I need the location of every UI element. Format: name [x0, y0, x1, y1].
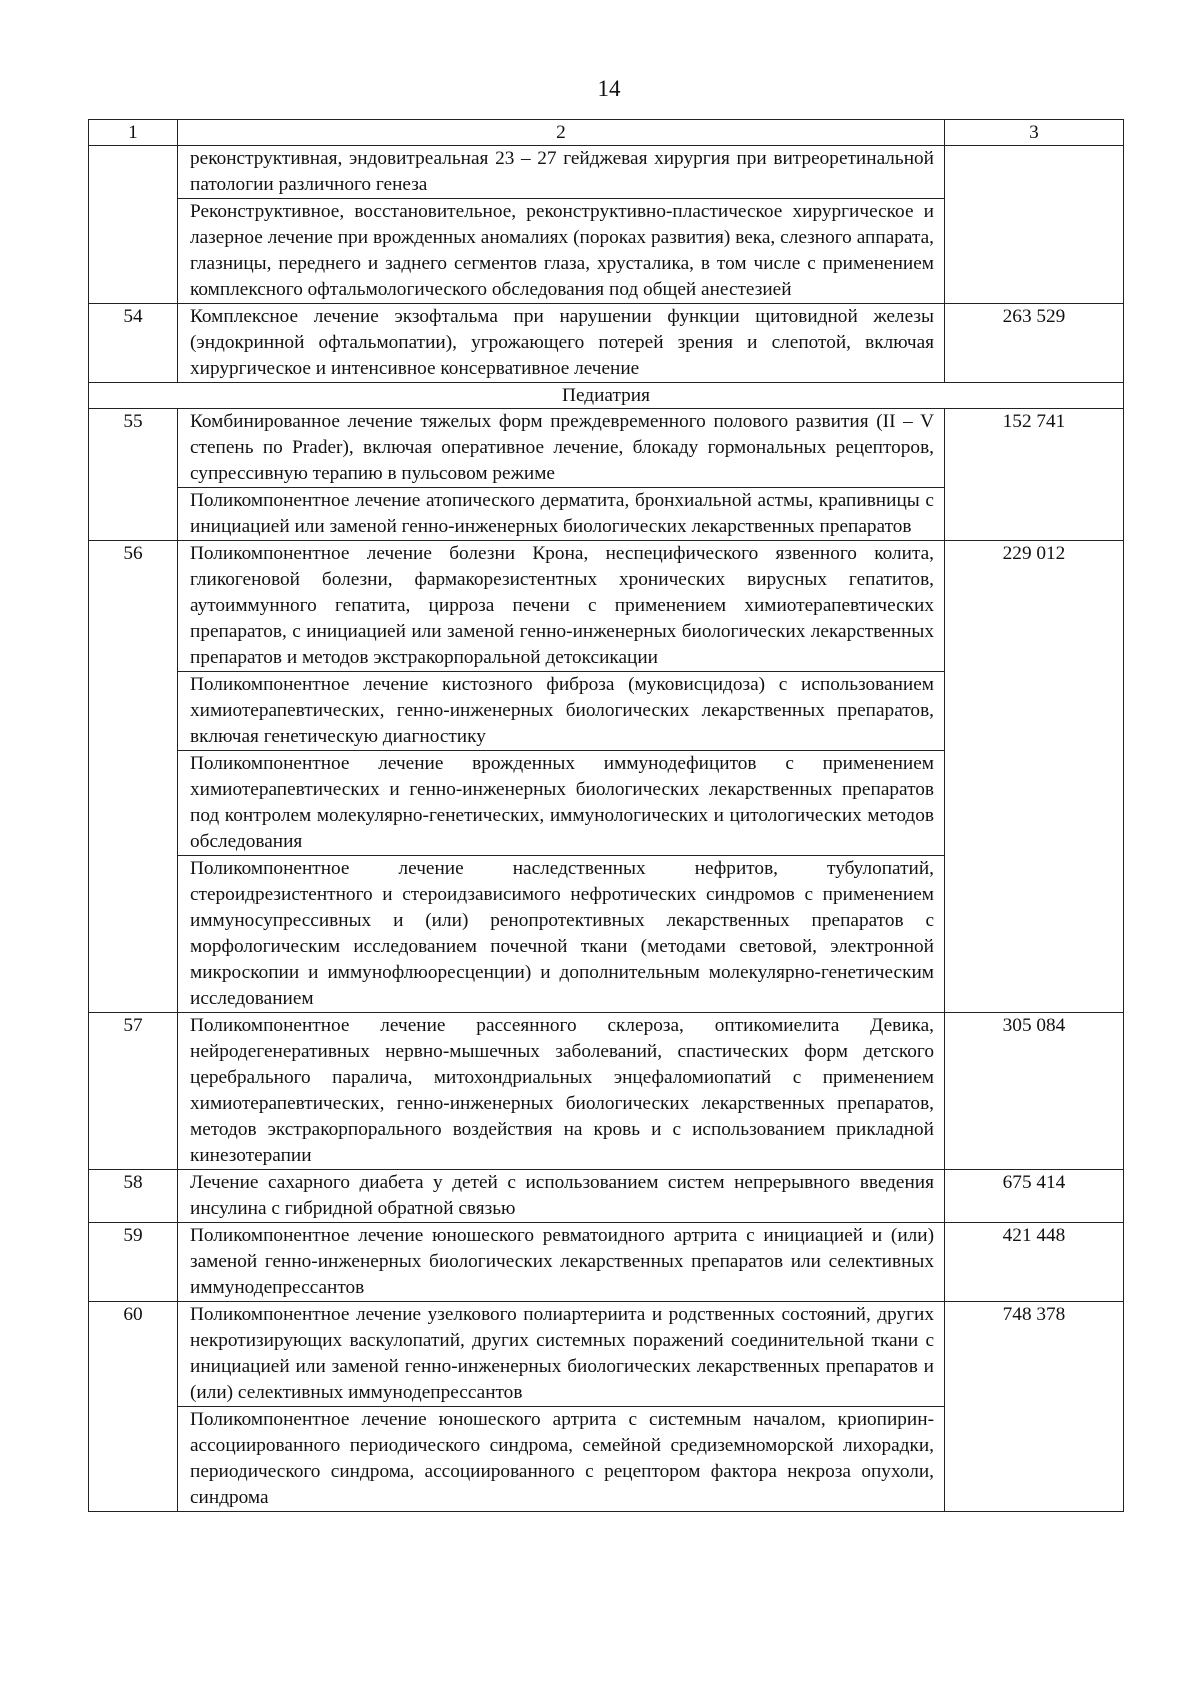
row-price: 748 378: [1002, 1304, 1066, 1325]
treatment-description: Реконструктивное, восстановительное, реконструктивно-пластическое хирургическое и лазерное лечение при врожденных аномалиях (пороках развития) века, слезного аппарата, глазницы, переднего и заднего сегментов глаза, хрусталика, в том числе с применением комплексного офтальмологического обследования под общей анестезией: [178, 198, 944, 303]
row-number: 54: [123, 306, 143, 327]
treatment-description: Поликомпонентное лечение рассеянного склероза, оптикомиелита Девика, нейродегенеративных нервно-мышечных заболеваний, спастических форм детского церебрального паралича, митохондриальных энцефаломиопатий с применением химиотерапевтических, генно-инженерных биологических лекарственных препаратов, методов экстракорпорального воздействия на кровь и с использованием прикладной кинезотерапии: [190, 1015, 934, 1166]
row-price-cell: [945, 1013, 1124, 1170]
row-number-cell: [89, 541, 178, 1013]
treatment-description: Поликомпонентное лечение наследственных нефритов, тубулопатий, стероидрезистентного и стероидзависимого нефротических синдромов с применением иммуносупрессивных и (или) ренопротективных лекарственных препаратов с морфологическим исследованием почечной ткани (методами световой, электронной микроскопии и иммунофлюоресценции) и дополнительным молекулярно-генетическим исследованием: [178, 855, 944, 1012]
row-number-cell: [89, 1013, 178, 1170]
row-number: 58: [123, 1172, 143, 1193]
row-number-cell: [89, 1302, 178, 1512]
row-description-cell: [178, 146, 945, 304]
row-price: 263 529: [1002, 306, 1066, 327]
row-number: 59: [123, 1225, 143, 1246]
row-price-cell: [945, 1170, 1124, 1223]
header-col-1: 1: [89, 120, 178, 146]
page-number: 14: [597, 76, 621, 101]
row-description-cell: [178, 409, 945, 541]
row-price-cell: [945, 304, 1124, 383]
table-row: [89, 1170, 1124, 1223]
row-price: 305 084: [1002, 1015, 1066, 1036]
row-price: 421 448: [1002, 1225, 1066, 1246]
treatment-description: Поликомпонентное лечение атопического дерматита, бронхиальной астмы, крапивницы с инициацией или заменой генно-инженерных биологических лекарственных препаратов: [178, 487, 944, 540]
treatment-description: реконструктивная, эндовитреальная 23 – 27 гейджевая хирургия при витреоретинальной патологии различного генеза: [190, 148, 934, 195]
row-price: 152 741: [1002, 411, 1066, 432]
treatment-description: Лечение сахарного диабета у детей с использованием систем непрерывного введения инсулина с гибридной обратной связью: [190, 1172, 934, 1219]
treatment-description: Поликомпонентное лечение кистозного фиброза (муковисцидоза) с использованием химиотерапевтических, генно-инженерных биологических лекарственных препаратов, включая генетическую диагностику: [178, 671, 944, 750]
treatment-description: Поликомпонентное лечение врожденных иммунодефицитов с применением химиотерапевтических и генно-инженерных биологических лекарственных препаратов под контролем молекулярно-генетических, иммунологических и цитологических методов обследования: [178, 750, 944, 855]
row-description-cell: [178, 1223, 945, 1302]
treatment-description: Комбинированное лечение тяжелых форм преждевременного полового развития (II – V степень по Prader), включая оперативное лечение, блокаду гормональных рецепторов, супрессивную терапию в пульсовом режиме: [190, 411, 934, 484]
treatment-description: Поликомпонентное лечение болезни Крона, неспецифического язвенного колита, гликогеновой болезни, фармакорезистентных хронических вирусных гепатитов, аутоиммунного гепатита, цирроза печени с применением химиотерапевтических препаратов, с инициацией или заменой генно-инженерных биологических лекарственных препаратов и методов экстракорпоральной детоксикации: [190, 543, 934, 668]
table-row: [89, 1302, 1124, 1512]
section-header-row: [89, 383, 1124, 409]
row-number-cell: [89, 409, 178, 541]
row-price: 229 012: [1002, 543, 1066, 564]
row-price-cell: [945, 541, 1124, 1013]
row-number: 60: [123, 1304, 143, 1325]
table-header-row: [89, 120, 1124, 146]
treatment-description: Поликомпонентное лечение узелкового полиартериита и родственных состояний, других некротизирующих васкулопатий, других системных поражений соединительной ткани с инициацией или заменой генно-инженерных биологических лекарственных препаратов и (или) селективных иммунодепрессантов: [190, 1304, 934, 1403]
row-price-cell: [945, 146, 1124, 304]
row-number-cell: [89, 1170, 178, 1223]
table-row: [89, 1013, 1124, 1170]
table-row: [89, 409, 1124, 541]
row-number: 55: [123, 411, 143, 432]
row-price-cell: [945, 409, 1124, 541]
table-row: [89, 1223, 1124, 1302]
treatment-description: Поликомпонентное лечение юношеского артрита с системным началом, криопирин-ассоциированного периодического синдрома, семейной средиземноморской лихорадки, периодического синдрома, ассоциированного с рецептором фактора некроза опухоли, синдрома: [178, 1406, 944, 1511]
header-col-2: 2: [178, 120, 945, 146]
table-row-continuation: [89, 146, 1124, 304]
row-number: 57: [123, 1015, 143, 1036]
row-number-cell: [89, 146, 178, 304]
row-description-cell: [178, 541, 945, 1013]
table-row: [89, 541, 1124, 1013]
treatment-table: [88, 119, 1124, 1512]
treatment-description: Комплексное лечение экзофтальма при нарушении функции щитовидной железы (эндокринной офтальмопатии), угрожающего потерей зрения и слепотой, включая хирургическое и интенсивное консервативное лечение: [190, 306, 934, 379]
row-description-cell: [178, 304, 945, 383]
treatment-description: Поликомпонентное лечение юношеского ревматоидного артрита с инициацией и (или) заменой генно-инженерных биологических лекарственных препаратов или селективных иммунодепрессантов: [190, 1225, 934, 1298]
row-description-cell: [178, 1013, 945, 1170]
row-price: 675 414: [1002, 1172, 1066, 1193]
header-col-3: 3: [945, 120, 1124, 146]
row-price-cell: [945, 1302, 1124, 1512]
section-title: Педиатрия: [89, 383, 1124, 409]
row-description-cell: [178, 1302, 945, 1512]
row-price-cell: [945, 1223, 1124, 1302]
row-number-cell: [89, 1223, 178, 1302]
row-number-cell: [89, 304, 178, 383]
row-number: 56: [123, 543, 143, 564]
table-row: [89, 304, 1124, 383]
row-description-cell: [178, 1170, 945, 1223]
